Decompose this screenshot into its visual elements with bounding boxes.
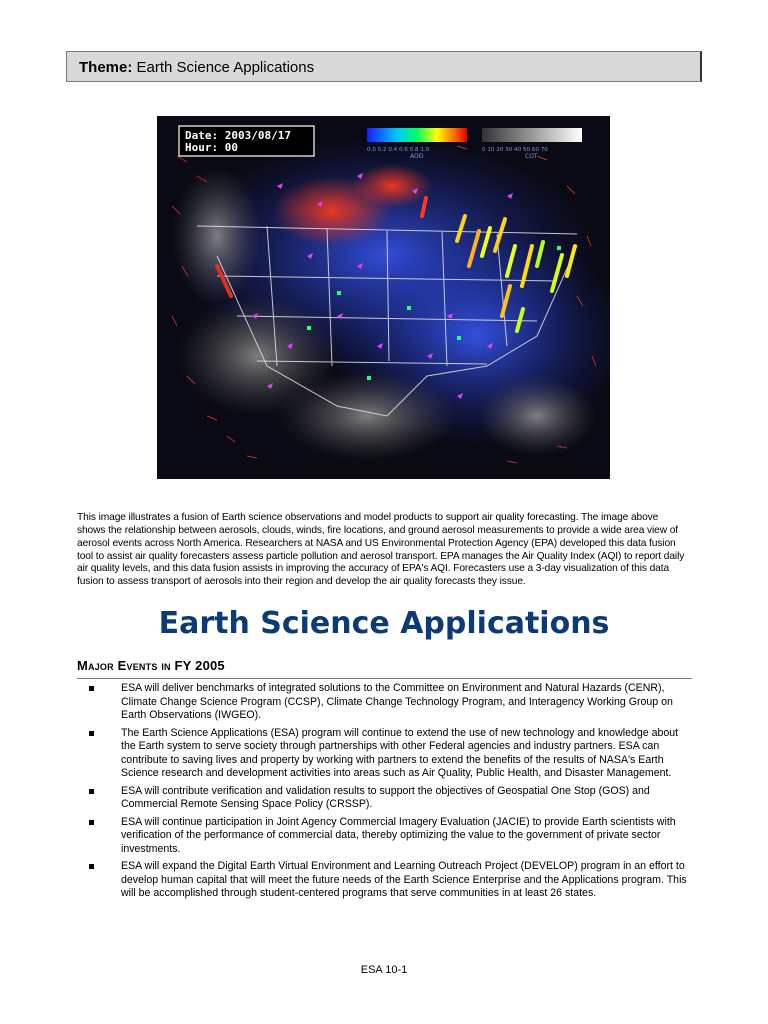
- list-item: The Earth Science Applications (ESA) program will continue to extend the use of new technology and knowledge about the Earth system to serve society through partnerships with other Federal agencies and industry partners. ESA can contribute to saving lives and property by working with partners to extend the benefits of the results of NASA's Earth Science research and development activities into areas such as Air Quality, Public Health, and Disaster Management.: [77, 727, 692, 781]
- figure-caption: This image illustrates a fusion of Earth science observations and model products to support air quality forecasting. The image above shows the relationship between aerosols, clouds, winds, fire locations, and ground aerosol measurements to provide a wide area view of aerosol events across North America. Researchers at NASA and US Environmental Protection Agency (EPA) developed this data fusion tool to assist air quality forecasters assess particle pollution and aerosol transport. EPA manages the Air Quality Index (AQI) to report daily air quality levels, and this data fusion assists in improving the accuracy of EPA's AQI. Forecasters use a 3-day visualization of this data fusion to assess transport of aerosols into their region and develop the air quality forecasts they issue.: [77, 512, 685, 588]
- bullet-icon: [89, 731, 94, 736]
- page-title: Earth Science Applications: [158, 606, 610, 641]
- list-item: ESA will deliver benchmarks of integrated solutions to the Committee on Environment and Natural Hazards (CENR), Climate Change Science Program (CCSP), Climate Change Technology Program, and Interagency Working Group on Earth Observations (IWGEO).: [77, 682, 692, 723]
- aod-scale-ticks: 0.0 0.2 0.4 0.6 0.8 1.0: [367, 147, 430, 153]
- bullet-icon: [89, 789, 94, 794]
- theme-value: Earth Science Applications: [136, 59, 315, 76]
- aod-color-scale: [367, 128, 467, 142]
- section-heading: Major Events in FY 2005: [77, 658, 692, 679]
- theme-label: Theme:: [79, 59, 133, 76]
- air-quality-fusion-image: [157, 116, 610, 479]
- figure-hour-label: Hour: 00: [185, 141, 238, 154]
- cot-color-scale: [482, 128, 582, 142]
- list-item: ESA will contribute verification and validation results to support the objectives of Geospatial One Stop (GOS) and Commercial Remote Sensing Space Policy (CRSSP).: [77, 785, 692, 812]
- bullet-icon: [89, 820, 94, 825]
- major-events-list: [77, 682, 692, 905]
- bullet-icon: [89, 864, 94, 869]
- cot-scale-label: COT: [525, 153, 538, 160]
- aod-scale-label: AOD: [410, 153, 424, 160]
- theme-box: [66, 51, 702, 82]
- bullet-icon: [89, 686, 94, 691]
- list-item: ESA will continue participation in Joint Agency Commercial Imagery Evaluation (JACIE) to provide Earth scientists with verification of the performance of commercial data, thereby optimizing the value to the government of private sector investments.: [77, 816, 692, 857]
- list-item: ESA will expand the Digital Earth Virtual Environment and Learning Outreach Project (DEVELOP) program in an effort to develop human capital that will meet the future needs of the Earth Science Enterprise and the Applications program. This will be accomplished through student-centered programs that serve communities in at least 26 states.: [77, 860, 692, 901]
- page-number: ESA 10-1: [360, 964, 408, 976]
- cot-scale-ticks: 0 10 20 30 40 50 60 70: [482, 147, 548, 153]
- figure-date-label: Date: 2003/08/17: [185, 129, 291, 142]
